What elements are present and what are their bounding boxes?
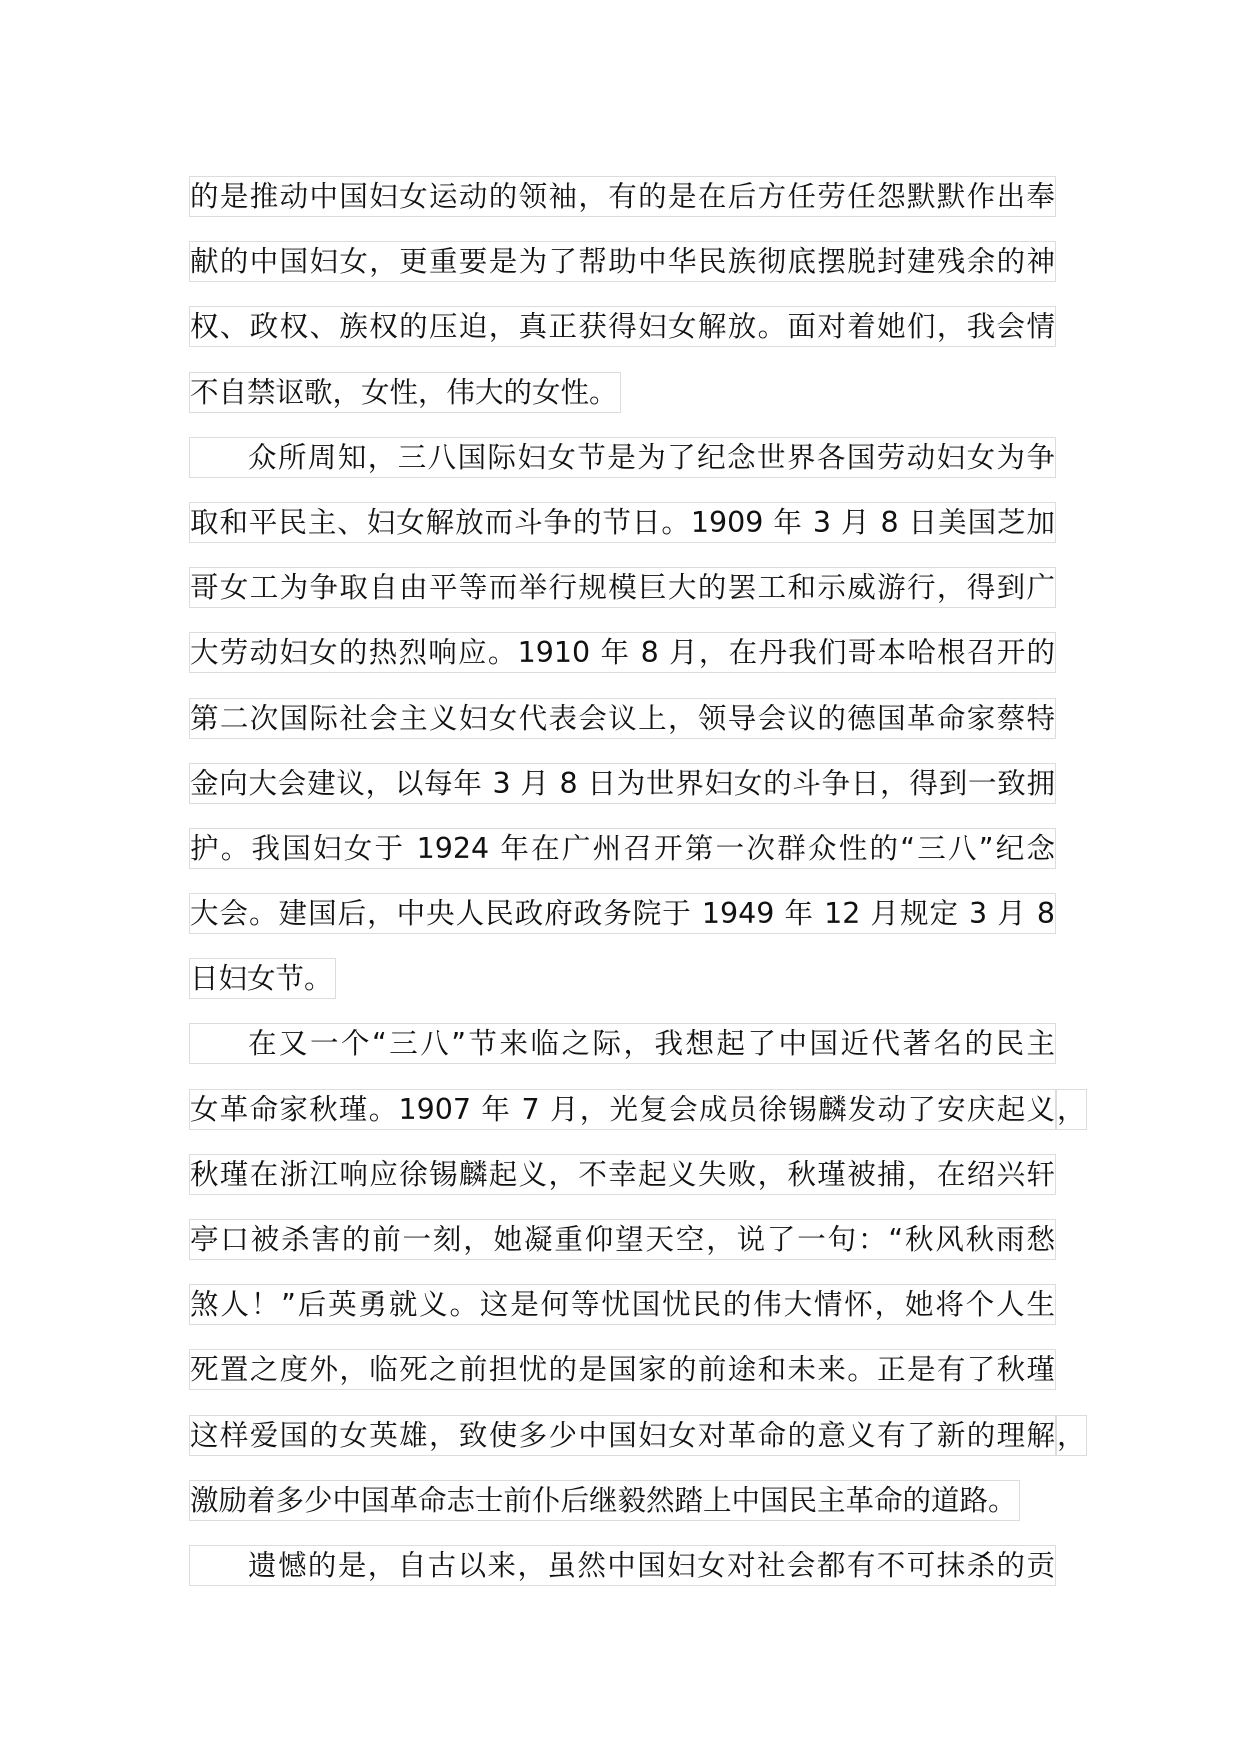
text-line: 护。我国妇女于 1924 年在广州召开第一次群众性的“三八”纪念 — [189, 828, 1056, 869]
overflow-punctuation: ， — [1056, 1415, 1087, 1456]
text-line: 激励着多少中国革命志士前仆后继毅然踏上中国民主革命的道路。 — [189, 1480, 1020, 1521]
text-line: 的是推动中国妇女运动的领袖，有的是在后方任劳任怨默默作出奉 — [189, 176, 1056, 217]
text-line: 死置之度外，临死之前担忧的是国家的前途和未来。正是有了秋瑾 — [189, 1349, 1056, 1390]
text-line: 取和平民主、妇女解放而斗争的节日。1909 年 3 月 8 日美国芝加 — [189, 502, 1056, 543]
text-line: 亭口被杀害的前一刻，她凝重仰望天空，说了一句：“秋风秋雨愁 — [189, 1219, 1056, 1260]
text-line: 秋瑾在浙江响应徐锡麟起义，不幸起义失败，秋瑾被捕，在绍兴轩 — [189, 1154, 1056, 1195]
text-line: 不自禁讴歌，女性，伟大的女性。 — [189, 372, 621, 413]
text-line: 哥女工为争取自由平等而举行规模巨大的罢工和示威游行，得到广 — [189, 567, 1056, 608]
overflow-punctuation: ， — [1056, 1089, 1087, 1130]
text-line: 遗憾的是，自古以来，虽然中国妇女对社会都有不可抹杀的贡 — [189, 1545, 1056, 1586]
text-line: 第二次国际社会主义妇女代表会议上，领导会议的德国革命家蔡特 — [189, 698, 1056, 739]
text-line: 这样爱国的女英雄，致使多少中国妇女对革命的意义有了新的理解 — [189, 1415, 1056, 1456]
paragraph — [189, 1023, 1109, 1520]
text-line: 在又一个“三八”节来临之际，我想起了中国近代著名的民主 — [189, 1023, 1056, 1064]
text-line: 权、政权、族权的压迫，真正获得妇女解放。面对着她们，我会情 — [189, 306, 1056, 347]
text-line: 煞人！”后英勇就义。这是何等忧国忧民的伟大情怀，她将个人生 — [189, 1284, 1056, 1325]
body-text — [189, 176, 1109, 1610]
paragraph — [189, 176, 1109, 413]
paragraph — [189, 1545, 1109, 1586]
text-line: 众所周知，三八国际妇女节是为了纪念世界各国劳动妇女为争 — [189, 437, 1056, 478]
text-line: 大会。建国后，中央人民政府政务院于 1949 年 12 月规定 3 月 8 — [189, 893, 1056, 934]
text-line: 献的中国妇女，更重要是为了帮助中华民族彻底摆脱封建残余的神 — [189, 241, 1056, 282]
text-line: 女革命家秋瑾。1907 年 7 月，光复会成员徐锡麟发动了安庆起义 — [189, 1089, 1056, 1130]
text-line: 大劳动妇女的热烈响应。1910 年 8 月，在丹我们哥本哈根召开的 — [189, 632, 1056, 673]
text-line: 金向大会建议，以每年 3 月 8 日为世界妇女的斗争日，得到一致拥 — [189, 763, 1056, 804]
text-line: 日妇女节。 — [189, 958, 336, 999]
paragraph — [189, 437, 1109, 1000]
